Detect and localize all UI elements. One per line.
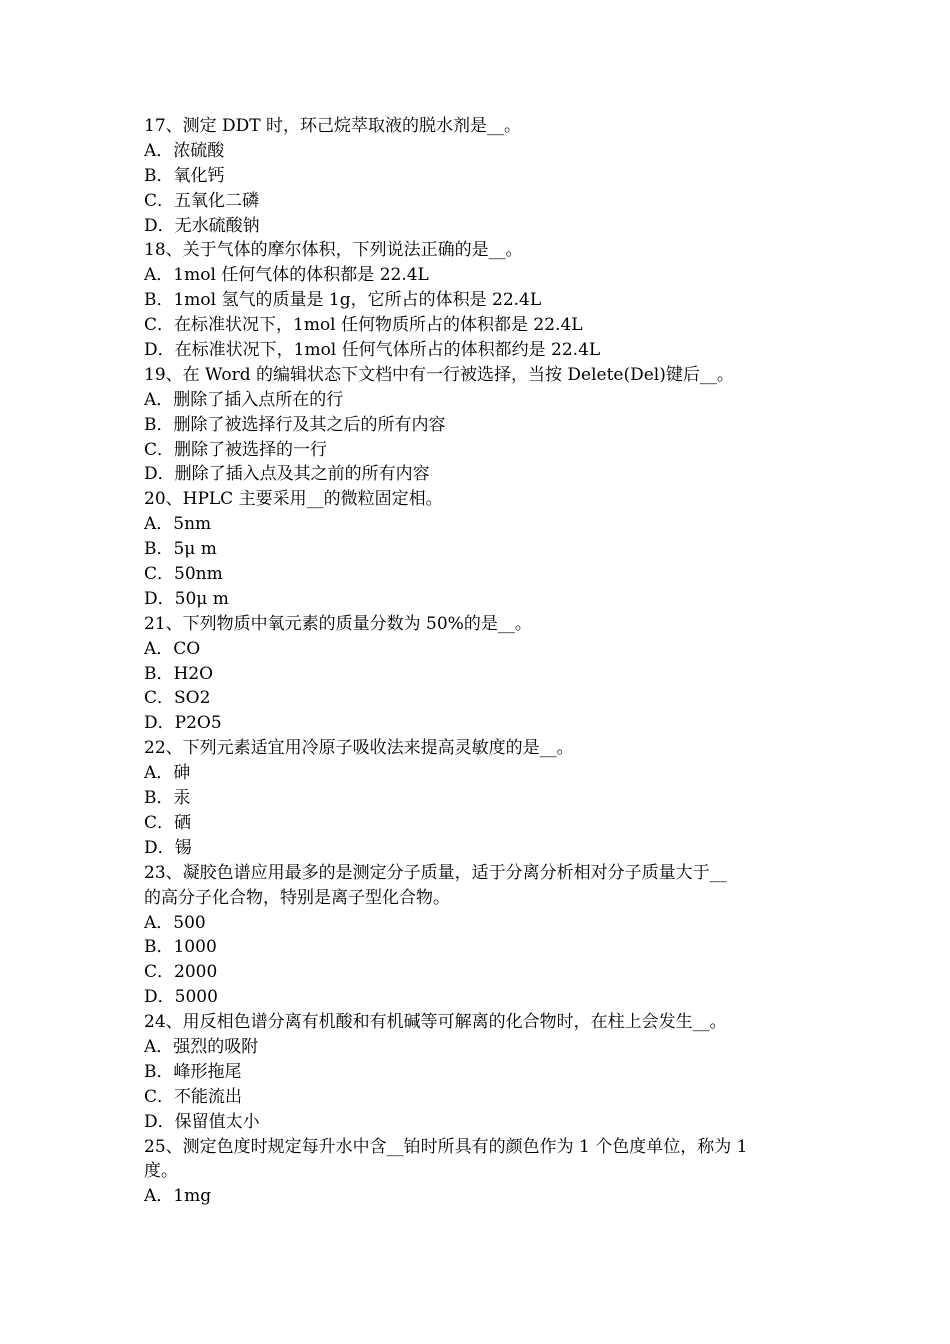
question-21 bbox=[144, 612, 814, 736]
option-b: B．1000 bbox=[144, 937, 217, 958]
option-d: D．保留值太小 bbox=[144, 1111, 260, 1132]
question-20 bbox=[144, 487, 814, 611]
question-22 bbox=[144, 736, 814, 860]
option-c: C．SO2 bbox=[144, 688, 211, 709]
question-stem: 21、下列物质中氧元素的质量分数为 50%的是__。 bbox=[144, 613, 532, 634]
option-a: A．砷 bbox=[144, 763, 191, 784]
option-a: A．5nm bbox=[144, 514, 212, 535]
option-a: A．1mg bbox=[144, 1186, 212, 1207]
option-b: B．峰形拖尾 bbox=[144, 1061, 242, 1082]
option-c: C．2000 bbox=[144, 962, 218, 983]
option-a: A．1mol 任何气体的体积都是 22.4L bbox=[144, 265, 429, 286]
option-d: D．5000 bbox=[144, 987, 218, 1008]
question-stem-continued: 度。 bbox=[144, 1161, 178, 1182]
question-stem: 25、测定色度时规定每升水中含__铂时所具有的颜色作为 1 个色度单位，称为 1 bbox=[144, 1136, 748, 1157]
option-b: B．删除了被选择行及其之后的所有内容 bbox=[144, 414, 446, 435]
option-c: C．在标准状况下，1mol 任何物质所占的体积都是 22.4L bbox=[144, 315, 583, 336]
option-b: B．氧化钙 bbox=[144, 165, 225, 186]
question-list bbox=[144, 114, 814, 1209]
option-d: D．P2O5 bbox=[144, 713, 222, 734]
question-25 bbox=[144, 1135, 814, 1210]
question-17 bbox=[144, 114, 814, 238]
option-d: D．在标准状况下，1mol 任何气体所占的体积都约是 22.4L bbox=[144, 340, 601, 361]
question-stem: 20、HPLC 主要采用__的微粒固定相。 bbox=[144, 489, 443, 510]
option-a: A．浓硫酸 bbox=[144, 140, 225, 161]
question-stem: 18、关于气体的摩尔体积，下列说法正确的是__。 bbox=[144, 240, 523, 261]
question-stem: 23、凝胶色谱应用最多的是测定分子质量，适于分离分析相对分子质量大于__ bbox=[144, 862, 727, 883]
option-a: A．强烈的吸附 bbox=[144, 1036, 259, 1057]
option-a: A．500 bbox=[144, 912, 206, 933]
option-c: C．不能流出 bbox=[144, 1086, 243, 1107]
option-b: B．H2O bbox=[144, 663, 214, 684]
option-c: C．删除了被选择的一行 bbox=[144, 439, 328, 460]
option-b: B．汞 bbox=[144, 788, 191, 809]
question-stem-continued: 的高分子化合物，特别是离子型化合物。 bbox=[144, 887, 450, 908]
question-stem: 22、下列元素适宜用冷原子吸收法来提高灵敏度的是__。 bbox=[144, 738, 574, 759]
question-stem: 24、用反相色谱分离有机酸和有机碱等可解离的化合物时，在柱上会发生__。 bbox=[144, 1012, 727, 1033]
option-c: C．50nm bbox=[144, 564, 223, 585]
option-d: D．无水硫酸钠 bbox=[144, 215, 260, 236]
question-19 bbox=[144, 363, 814, 487]
question-24 bbox=[144, 1010, 814, 1134]
option-c: C．五氧化二磷 bbox=[144, 190, 260, 211]
option-a: A．删除了插入点所在的行 bbox=[144, 389, 344, 410]
option-b: B．5μ m bbox=[144, 539, 217, 560]
question-stem: 17、测定 DDT 时，环己烷萃取液的脱水剂是__。 bbox=[144, 116, 522, 136]
option-d: D．50μ m bbox=[144, 588, 229, 609]
option-b: B．1mol 氢气的质量是 1g，它所占的体积是 22.4L bbox=[144, 290, 542, 311]
option-d: D．锡 bbox=[144, 837, 192, 858]
option-d: D．删除了插入点及其之前的所有内容 bbox=[144, 464, 430, 485]
option-c: C．硒 bbox=[144, 812, 192, 833]
option-a: A．CO bbox=[144, 638, 201, 659]
question-23 bbox=[144, 861, 814, 1010]
question-stem: 19、在 Word 的编辑状态下文档中有一行被选择，当按 Delete(Del)键后__。 bbox=[144, 364, 734, 385]
question-18 bbox=[144, 238, 814, 362]
